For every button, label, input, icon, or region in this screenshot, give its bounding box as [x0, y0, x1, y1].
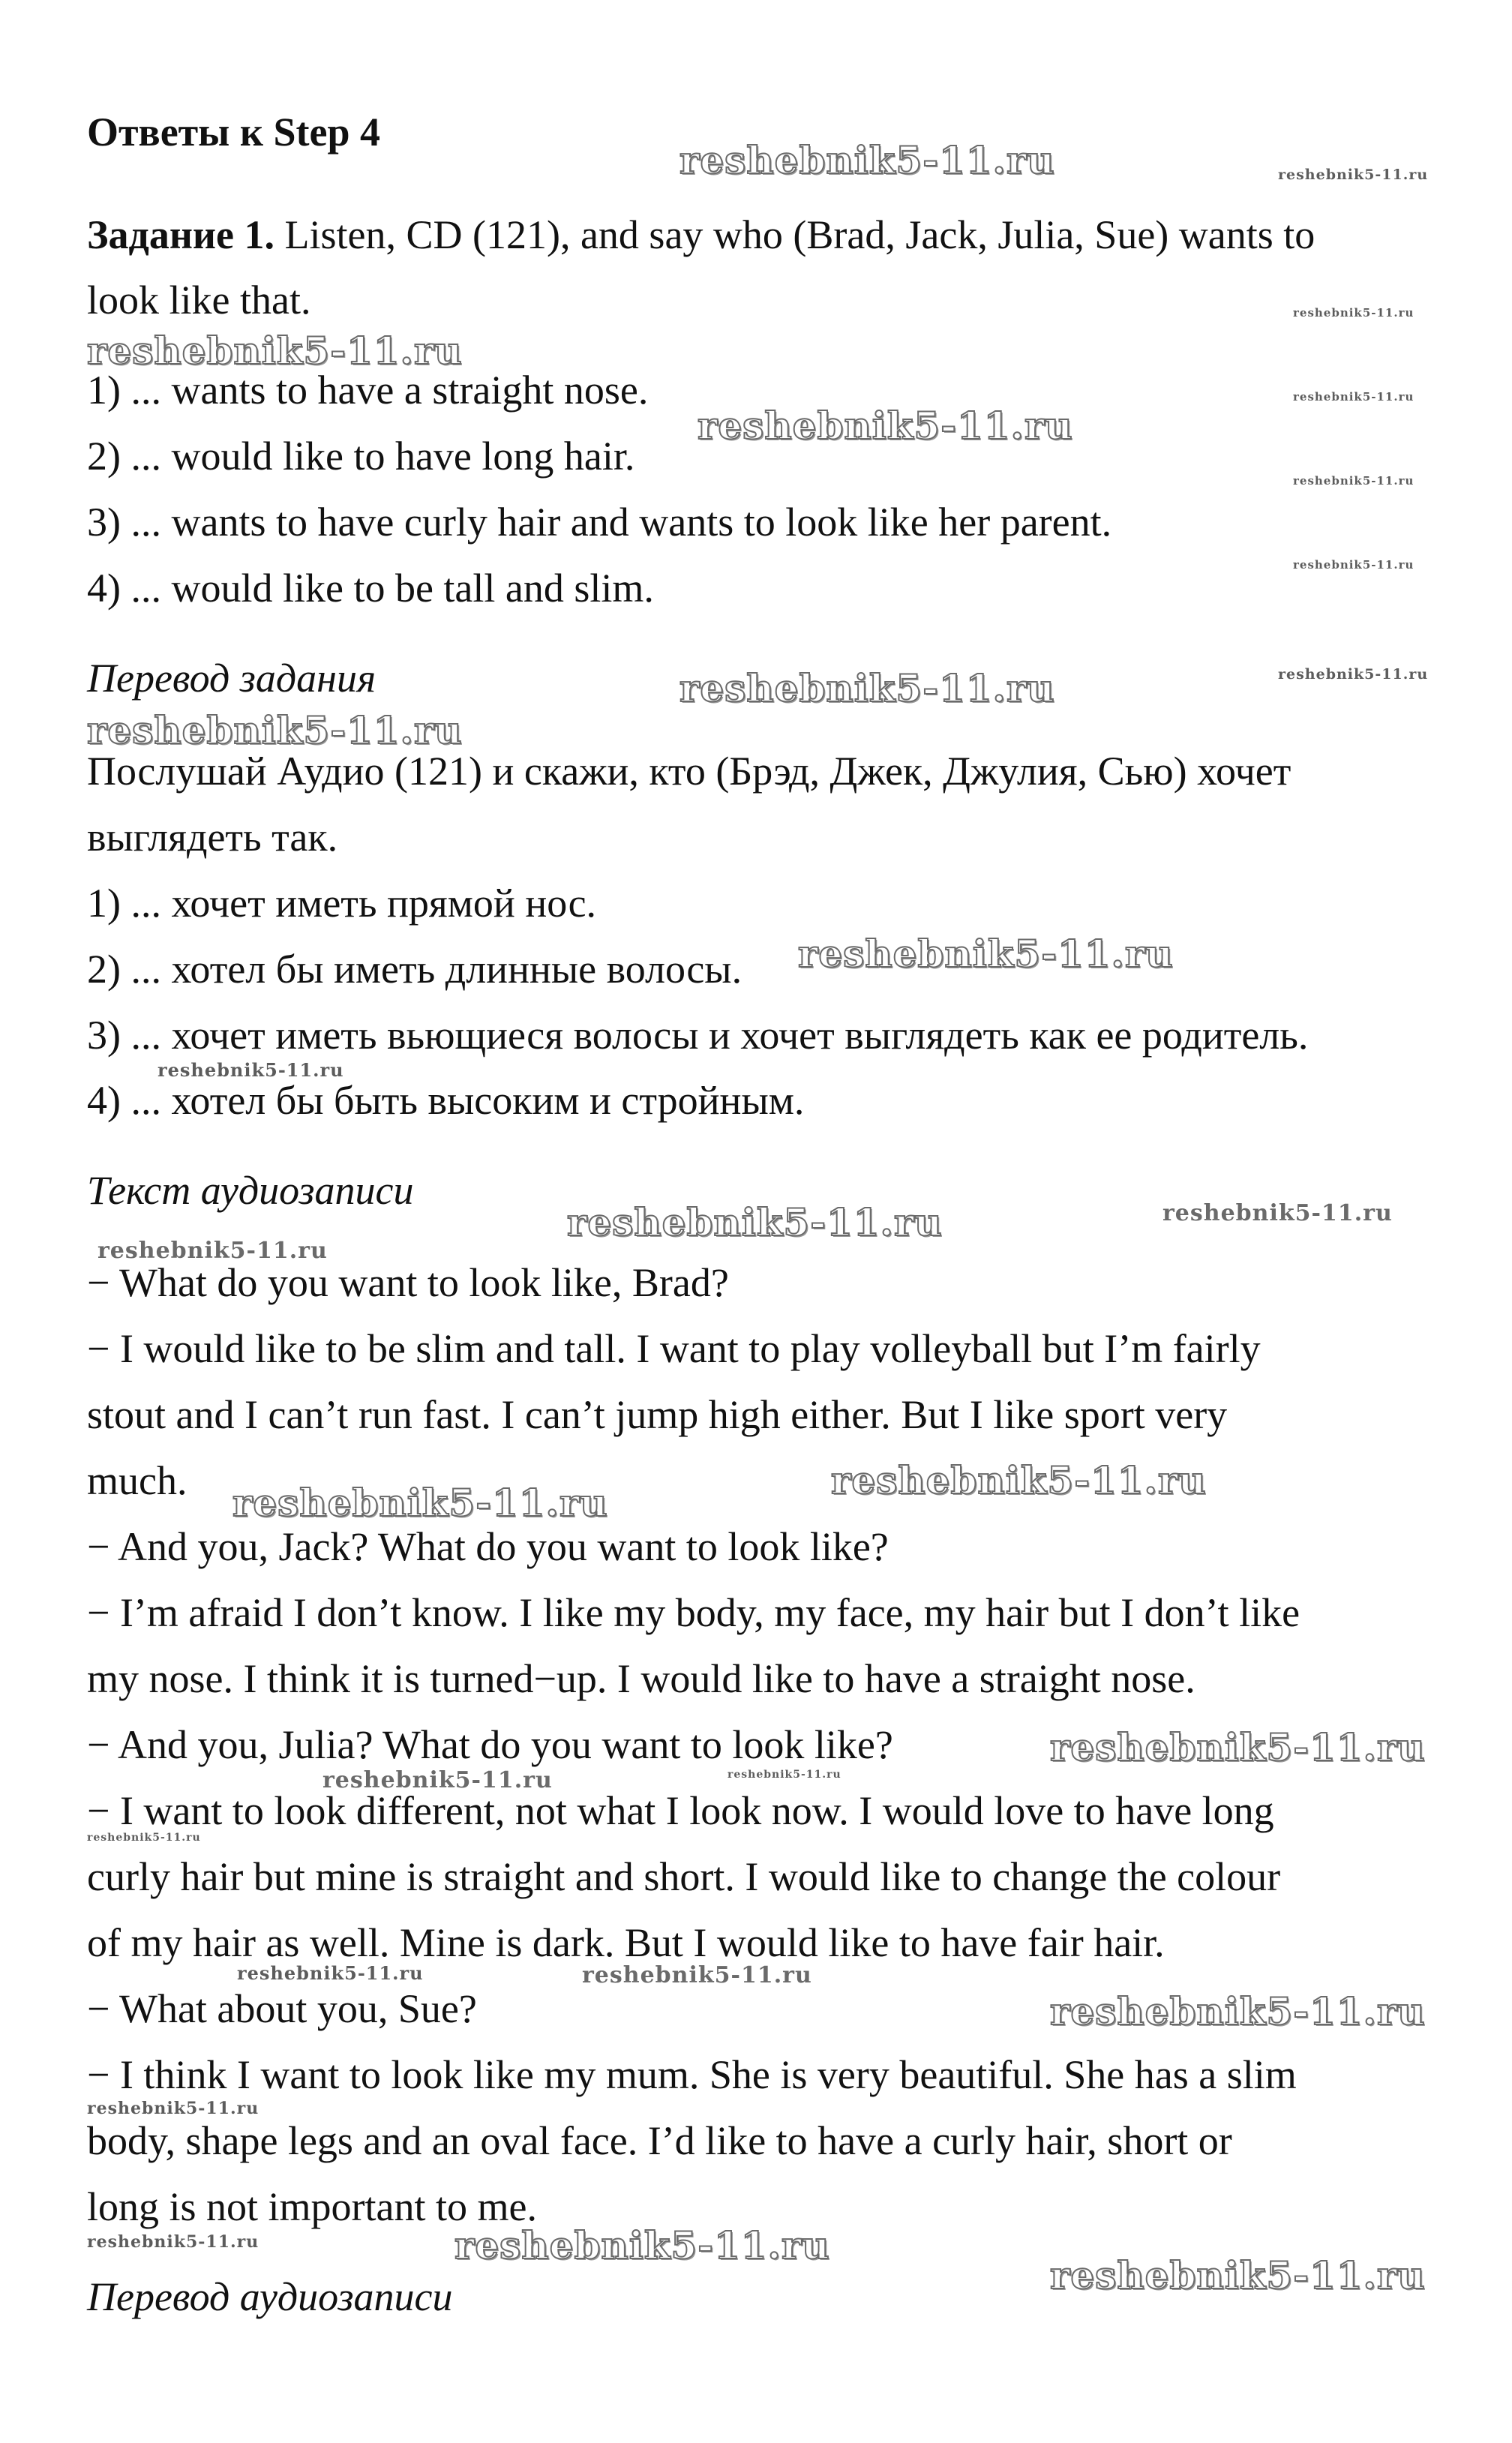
watermark: reshebnik5-11.ru [322, 1767, 553, 1793]
watermark: reshebnik5-11.ru [798, 932, 1174, 976]
watermark: reshebnik5-11.ru [680, 666, 1055, 710]
audio-line: long is not important to me. [87, 2184, 537, 2229]
audio-line: − I would like to be slim and tall. I want to play volleyball but I’m fairly [87, 1326, 1261, 1371]
watermark: reshebnik5-11.ru [87, 2232, 260, 2252]
task-text-1: Listen, CD (121), and say who (Brad, Jack, Julia, Sue) wants to [274, 212, 1316, 257]
watermark: reshebnik5-11.ru [1293, 390, 1414, 404]
task-item-4: 4) ... would like to be tall and slim. [87, 566, 654, 611]
watermark: reshebnik5-11.ru [582, 1962, 812, 1988]
task-item-1: 1) ... wants to have a straight nose. [87, 368, 649, 413]
watermark: reshebnik5-11.ru [1050, 1725, 1426, 1769]
watermark: reshebnik5-11.ru [1162, 1200, 1393, 1226]
audio-line: of my hair as well. Mine is dark. But I would like to have fair hair. [87, 1920, 1165, 1965]
audio-line: − I think I want to look like my mum. She is very beautiful. She has a slim [87, 2052, 1297, 2097]
watermark: reshebnik5-11.ru [698, 404, 1073, 448]
watermark: reshebnik5-11.ru [680, 138, 1055, 182]
audio-line: body, shape legs and an oval face. I’d like to have a curly hair, short or [87, 2118, 1232, 2163]
task-item-3: 3) ... wants to have curly hair and wants to look like her parent. [87, 500, 1112, 545]
audio-line: − What do you want to look like, Brad? [87, 1260, 729, 1305]
watermark: reshebnik5-11.ru [1278, 167, 1429, 183]
watermark: reshebnik5-11.ru [1050, 2253, 1426, 2297]
watermark: reshebnik5-11.ru [454, 2223, 830, 2267]
watermark: reshebnik5-11.ru [1293, 306, 1414, 320]
watermark: reshebnik5-11.ru [728, 1769, 842, 1781]
audio-line: − And you, Julia? What do you want to look like? [87, 1722, 893, 1767]
watermark: reshebnik5-11.ru [87, 708, 463, 752]
audio-line: much. [87, 1458, 188, 1503]
watermark: reshebnik5-11.ru [1050, 1989, 1426, 2033]
task-line-1 [87, 211, 1315, 259]
audio-line: − And you, Jack? What do you want to look like? [87, 1524, 889, 1569]
translation-item-4: 4) ... хотел бы быть высоким и стройным. [87, 1078, 805, 1123]
audio-line: − I want to look different, not what I look now. I would love to have long [87, 1788, 1274, 1833]
translation-item-3: 3) ... хочет иметь вьющиеся волосы и хочет выглядеть как ее родитель. [87, 1013, 1309, 1058]
translation-item-1: 1) ... хочет иметь прямой нос. [87, 881, 597, 926]
audio-heading: Текст аудиозаписи [87, 1168, 414, 1213]
watermark: reshebnik5-11.ru [1293, 474, 1414, 488]
watermark: reshebnik5-11.ru [98, 1238, 328, 1264]
audio-line: − What about you, Sue? [87, 1986, 477, 2031]
watermark: reshebnik5-11.ru [232, 1481, 608, 1525]
watermark: reshebnik5-11.ru [237, 1962, 424, 1984]
translation-item-2: 2) ... хотел бы иметь длинные волосы. [87, 947, 742, 992]
watermark: reshebnik5-11.ru [831, 1458, 1207, 1502]
audio-translation-heading: Перевод аудиозаписи [87, 2274, 453, 2319]
audio-line: my nose. I think it is turned−up. I would like to have a straight nose. [87, 1656, 1196, 1701]
watermark: reshebnik5-11.ru [1293, 558, 1414, 572]
audio-line: curly hair but mine is straight and short. I would like to change the colour [87, 1854, 1281, 1899]
translation-heading: Перевод задания [87, 656, 376, 701]
task-item-2: 2) ... would like to have long hair. [87, 434, 635, 479]
watermark: reshebnik5-11.ru [87, 329, 463, 373]
audio-line: stout and I can’t run fast. I can’t jump high either. But I like sport very [87, 1392, 1228, 1437]
translation-line-2: выглядеть так. [87, 815, 338, 860]
audio-line: − I’m afraid I don’t know. I like my body, my face, my hair but I don’t like [87, 1590, 1300, 1635]
watermark: reshebnik5-11.ru [1278, 666, 1429, 683]
watermark: reshebnik5-11.ru [567, 1200, 943, 1244]
watermark: reshebnik5-11.ru [87, 1832, 201, 1844]
translation-line-1: Послушай Аудио (121) и скажи, кто (Брэд, Джек, Джулия, Сью) хочет [87, 749, 1292, 794]
page-title: Ответы к Step 4 [87, 110, 380, 155]
task-line-2: look like that. [87, 278, 311, 323]
task-label: Задание 1. [87, 212, 275, 257]
watermark: reshebnik5-11.ru [158, 1059, 344, 1081]
watermark: reshebnik5-11.ru [87, 2099, 260, 2118]
